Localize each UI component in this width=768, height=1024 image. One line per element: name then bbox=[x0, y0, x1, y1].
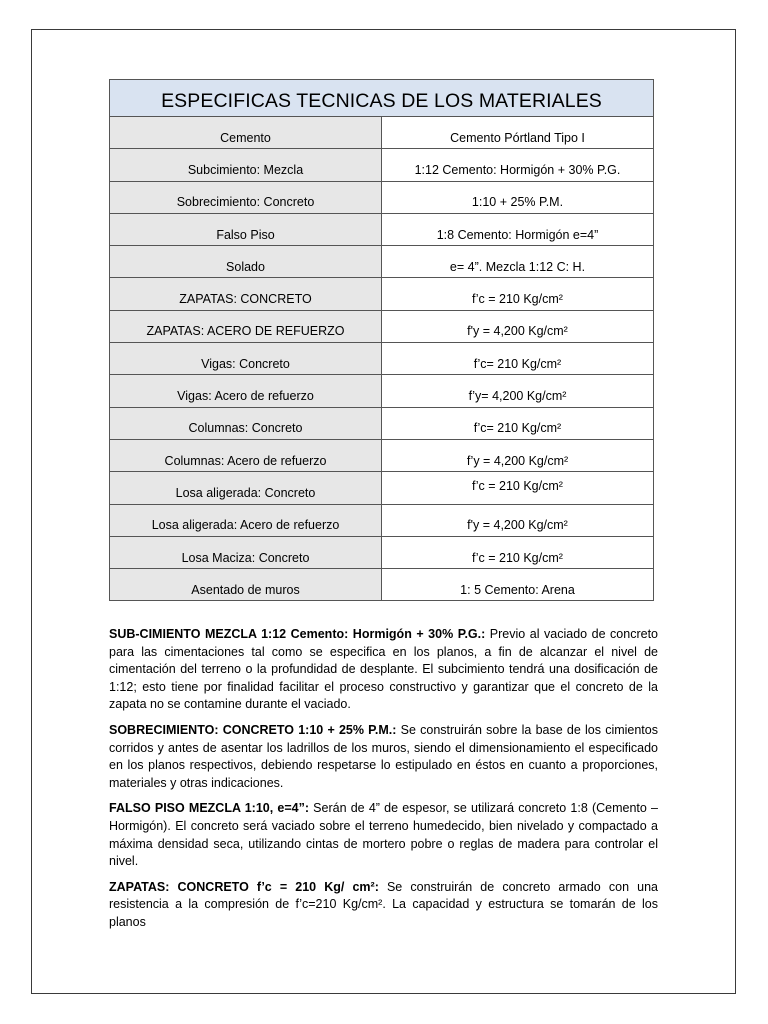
table-row bbox=[110, 536, 654, 568]
material-value: f’y= 4,200 Kg/cm² bbox=[382, 375, 654, 407]
paragraph-falso-piso bbox=[109, 800, 658, 870]
material-label: Cemento bbox=[110, 117, 382, 149]
table-row bbox=[110, 181, 654, 213]
paragraph-heading: FALSO PISO MEZCLA 1:10, e=4”: bbox=[109, 801, 309, 816]
material-value: f’y = 4,200 Kg/cm² bbox=[382, 439, 654, 471]
table-row bbox=[110, 375, 654, 407]
paragraph-sobrecimiento bbox=[109, 722, 658, 792]
table-row bbox=[110, 472, 654, 504]
paragraph-zapatas bbox=[109, 879, 658, 932]
material-label: Asentado de muros bbox=[110, 569, 382, 601]
material-label: Columnas: Acero de refuerzo bbox=[110, 439, 382, 471]
table-row bbox=[110, 246, 654, 278]
material-label: Subcimiento: Mezcla bbox=[110, 149, 382, 181]
paragraph-heading: SOBRECIMIENTO: CONCRETO 1:10 + 25% P.M.: bbox=[109, 722, 397, 737]
paragraph-subcimiento bbox=[109, 626, 658, 714]
paragraph-text: Previo al vaciado de concreto para las cimentaciones tal como se especifica en los planos, a fin de alcanzar el nivel de cimentación del terreno o la profundidad de desplante. El subcimiento tendrá una dosificación de 1:12; esto tiene por finalidad facilitar el proceso constructivo y garantizar que el concreto de la zapata no se contamine durante el vaciado. bbox=[109, 627, 658, 712]
material-label: Losa aligerada: Acero de refuerzo bbox=[110, 504, 382, 536]
table-row bbox=[110, 278, 654, 310]
material-label: Vigas: Acero de refuerzo bbox=[110, 375, 382, 407]
table-row bbox=[110, 117, 654, 149]
material-value: 1:12 Cemento: Hormigón + 30% P.G. bbox=[382, 149, 654, 181]
material-label: Sobrecimiento: Concreto bbox=[110, 181, 382, 213]
specifications-body bbox=[109, 626, 658, 940]
material-value: f’c = 210 Kg/cm² bbox=[382, 536, 654, 568]
material-label: Losa Maciza: Concreto bbox=[110, 536, 382, 568]
material-value: f'y = 4,200 Kg/cm² bbox=[382, 310, 654, 342]
table-row bbox=[110, 439, 654, 471]
material-value: 1:10 + 25% P.M. bbox=[382, 181, 654, 213]
table-title-row bbox=[110, 80, 654, 117]
specifications-table bbox=[109, 79, 654, 601]
table-title: ESPECIFICAS TECNICAS DE LOS MATERIALES bbox=[110, 80, 654, 117]
paragraph-heading: SUB-CIMIENTO MEZCLA 1:12 Cemento: Hormigón + 30% P.G.: bbox=[109, 627, 486, 641]
paragraph-text: Serán de 4” de espesor, se utilizará concreto 1:8 (Cemento – Hormigón). El concreto será vaciado sobre el terreno humedecido, bien nivelado y compactado a máxima densidad seca, utilizando cintas de mortero pobre o reglas de madera para controlar el nivel. bbox=[109, 801, 658, 869]
material-value: f’c = 210 Kg/cm² bbox=[382, 472, 654, 504]
material-label: Solado bbox=[110, 246, 382, 278]
material-label: Vigas: Concreto bbox=[110, 343, 382, 375]
table-row bbox=[110, 149, 654, 181]
material-label: Losa aligerada: Concreto bbox=[110, 472, 382, 504]
table-row bbox=[110, 504, 654, 536]
table-row bbox=[110, 569, 654, 601]
material-value: f’c= 210 Kg/cm² bbox=[382, 343, 654, 375]
material-label: Columnas: Concreto bbox=[110, 407, 382, 439]
material-label: ZAPATAS: CONCRETO bbox=[110, 278, 382, 310]
material-label: Falso Piso bbox=[110, 213, 382, 245]
paragraph-text: Se construirán de concreto armado con una resistencia a la compresión de f’c=210 Kg/cm². La capacidad y estructura se tomarán de los planos bbox=[109, 879, 658, 929]
material-label: ZAPATAS: ACERO DE REFUERZO bbox=[110, 310, 382, 342]
table-row bbox=[110, 343, 654, 375]
material-value: f'y = 4,200 Kg/cm² bbox=[382, 504, 654, 536]
material-value: 1:8 Cemento: Hormigón e=4” bbox=[382, 213, 654, 245]
paragraph-text: Se construirán sobre la base de los cimientos corridos y antes de asentar los ladrillos de los muros, siendo el dimensionamiento el especificado en los planos respectivos, debiendo respetarse lo estipulado en éstos en cuanto a proporciones, materiales y otras indicaciones. bbox=[109, 722, 658, 790]
material-value: f’c= 210 Kg/cm² bbox=[382, 407, 654, 439]
material-value: 1: 5 Cemento: Arena bbox=[382, 569, 654, 601]
table-row bbox=[110, 407, 654, 439]
table-row bbox=[110, 310, 654, 342]
table-row bbox=[110, 213, 654, 245]
material-value: f’c = 210 Kg/cm² bbox=[382, 278, 654, 310]
material-value: Cemento Pórtland Tipo I bbox=[382, 117, 654, 149]
material-value: e= 4”. Mezcla 1:12 C: H. bbox=[382, 246, 654, 278]
paragraph-heading: ZAPATAS: CONCRETO f’c = 210 Kg/ cm²: bbox=[109, 879, 379, 894]
